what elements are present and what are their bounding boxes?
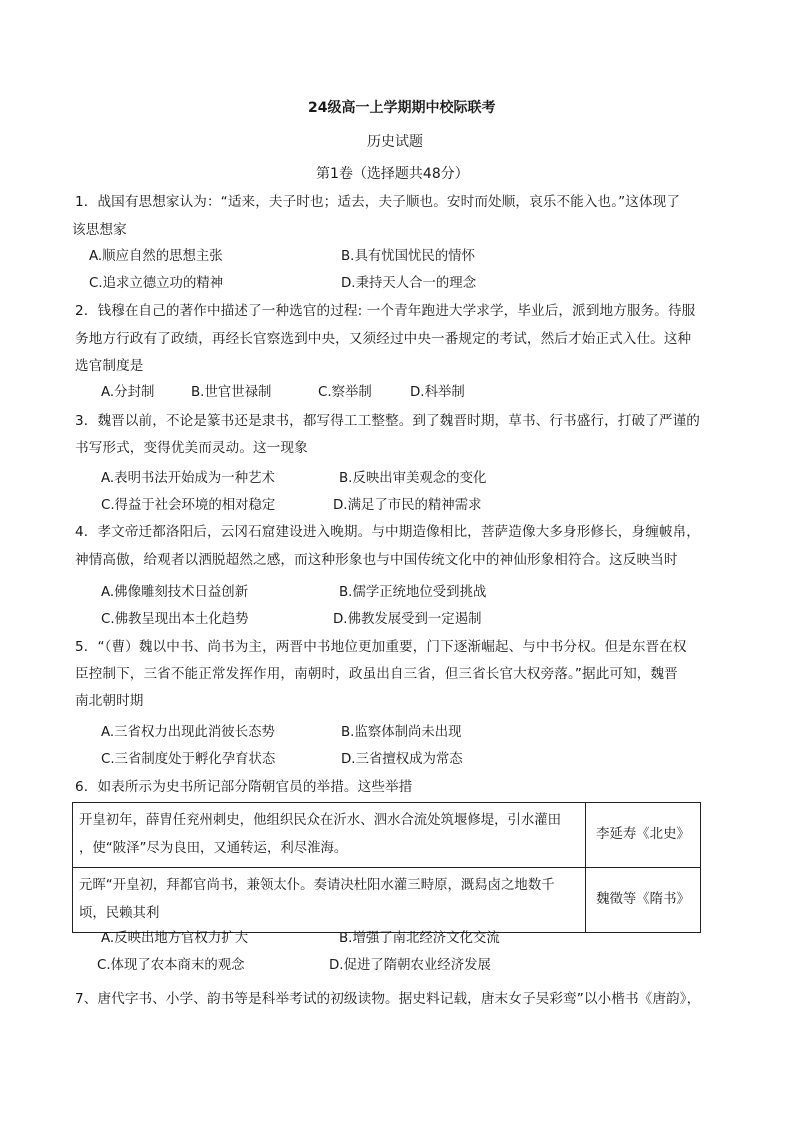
q5-option-c: C.三省制度处于孵化孕育状态	[101, 752, 276, 767]
q4-stem-line1: 4．孝文帝迁都洛阳后，云冈石窟建设进入晚期。与中期造像相比，菩萨造像大多身形修长，身缠帔帛，	[75, 524, 700, 540]
q2-option-c: C.察举制	[318, 385, 372, 400]
q3-stem-line1: 3．魏晋以前，不论是篆书还是隶书，都写得工工整整。到了魏晋时期，草书、行书盛行，打破了严谨的	[75, 413, 700, 429]
q6-source-table	[72, 802, 701, 933]
q3-option-c: C.得益于社会环境的相对稳定	[101, 498, 276, 513]
q7-stem-line1: 7、唐代字书、小学、韵书等是科举考试的初级读物。据史料记载，唐末女子吴彩鸾”以小楷书《唐韵》，	[75, 991, 701, 1007]
table-cell-line: ，使“陂泽”尽为良田，又通转运，利尽淮海。	[79, 841, 348, 856]
q1-stem-line1: 1．战国有思想家认为：“适来，夫子时也；适去，夫子顺也。安时而处顺，哀乐不能入也。”这体现了	[75, 194, 681, 210]
q6-option-d: D.促进了隋朝农业经济发展	[329, 958, 491, 973]
q2-option-b: B.世官世禄制	[191, 385, 272, 400]
q1-stem-line2: 该思想家	[72, 222, 127, 238]
q2-stem-line1: 2．钱穆在自己的著作中描述了一种选官的过程: 一个青年跑进大学求学，毕业后，派到地方服务。待服	[75, 303, 696, 319]
q3-option-a: A.表明书法开始成为一种艺术	[101, 471, 275, 486]
q5-option-a: A.三省权力出现此消彼长态势	[101, 725, 275, 740]
q4-option-c: C.佛教呈现出本土化趋势	[101, 612, 249, 627]
table-cell-line: 开皇初年，薛胄任兖州刺史，他组织民众在沂水、泗水合流处筑堰修堤，引水灌田	[79, 813, 562, 828]
table-row	[73, 803, 701, 868]
q5-stem-line1: 5．“（曹）魏以中书、尚书为主，两晋中书地位更加重要，门下逐渐崛起、与中书分权。但是东晋在权	[75, 639, 687, 655]
table-cell-line: 顷，民赖其利	[79, 906, 160, 921]
q3-option-b: B.反映出审美观念的变化	[339, 471, 487, 486]
q5-stem-line3: 南北朝时期	[75, 693, 144, 709]
q5-stem-line2: 臣控制下，三省不能正常发挥作用，南朝时，政虽出自三省，但三省长官大权旁落。”据此可知，魏晋	[75, 666, 678, 682]
table-row	[73, 868, 701, 933]
q6-option-c: C.体现了农本商末的观念	[97, 958, 245, 973]
q4-option-d: D.佛教发展受到一定遏制	[333, 612, 482, 627]
q1-option-a: A.顺应自然的思想主张	[89, 249, 223, 264]
q5-option-b: B.监察体制尚未出现	[341, 725, 462, 740]
table-cell-source: 魏徵等《隋书》	[586, 868, 701, 933]
table-cell-line: 元晖“开皇初，拜都官尚书，兼领太仆。奏请决杜阳水灌三畤原，溉舄卤之地数千	[79, 878, 555, 893]
table-cell-source: 李延寿《北史》	[586, 803, 701, 868]
q6-option-b: B.增强了南北经济文化交流	[339, 931, 500, 946]
q3-stem-line2: 书写形式，变得优美而灵动。这一现象	[75, 440, 308, 456]
q2-option-a: A.分封制	[101, 385, 155, 400]
q2-option-d: D.科举制	[410, 385, 465, 400]
q6-stem-line1: 6．如表所示为史书所记部分隋朝官员的举措。这些举措	[75, 779, 413, 795]
table-cell-text	[73, 868, 586, 933]
q1-option-d: D.秉持天人合一的理念	[341, 276, 477, 291]
q3-option-d: D.满足了市民的精神需求	[333, 498, 482, 513]
q5-option-d: D.三省擅权成为常态	[341, 752, 463, 767]
table-cell-text	[73, 803, 586, 868]
q1-option-c: C.追求立德立功的精神	[89, 276, 224, 291]
exam-title: 24级高一上学期期中校际联考	[308, 100, 496, 116]
section-title: 第1卷（选择题共48分）	[316, 166, 469, 182]
q4-option-b: B.儒学正统地位受到挑战	[339, 585, 487, 600]
q2-stem-line2: 务地方行政有了政绩，再经长官察选到中央，又须经过中央一番规定的考试，然后才始正式入仕。这种	[75, 331, 692, 347]
q6-option-a: A.反映出地方官权力扩大	[101, 931, 249, 946]
q1-option-b: B.具有忧国忧民的情怀	[341, 249, 475, 264]
q4-option-a: A.佛像雕刻技术日益创新	[101, 585, 249, 600]
q2-stem-line3: 选官制度是	[75, 358, 144, 374]
q4-stem-line2: 神情高傲，给观者以洒脱超然之感，而这种形象也与中国传统文化中的神仙形象相符合。这反映当时	[75, 552, 678, 568]
exam-subject: 历史试题	[367, 134, 423, 150]
